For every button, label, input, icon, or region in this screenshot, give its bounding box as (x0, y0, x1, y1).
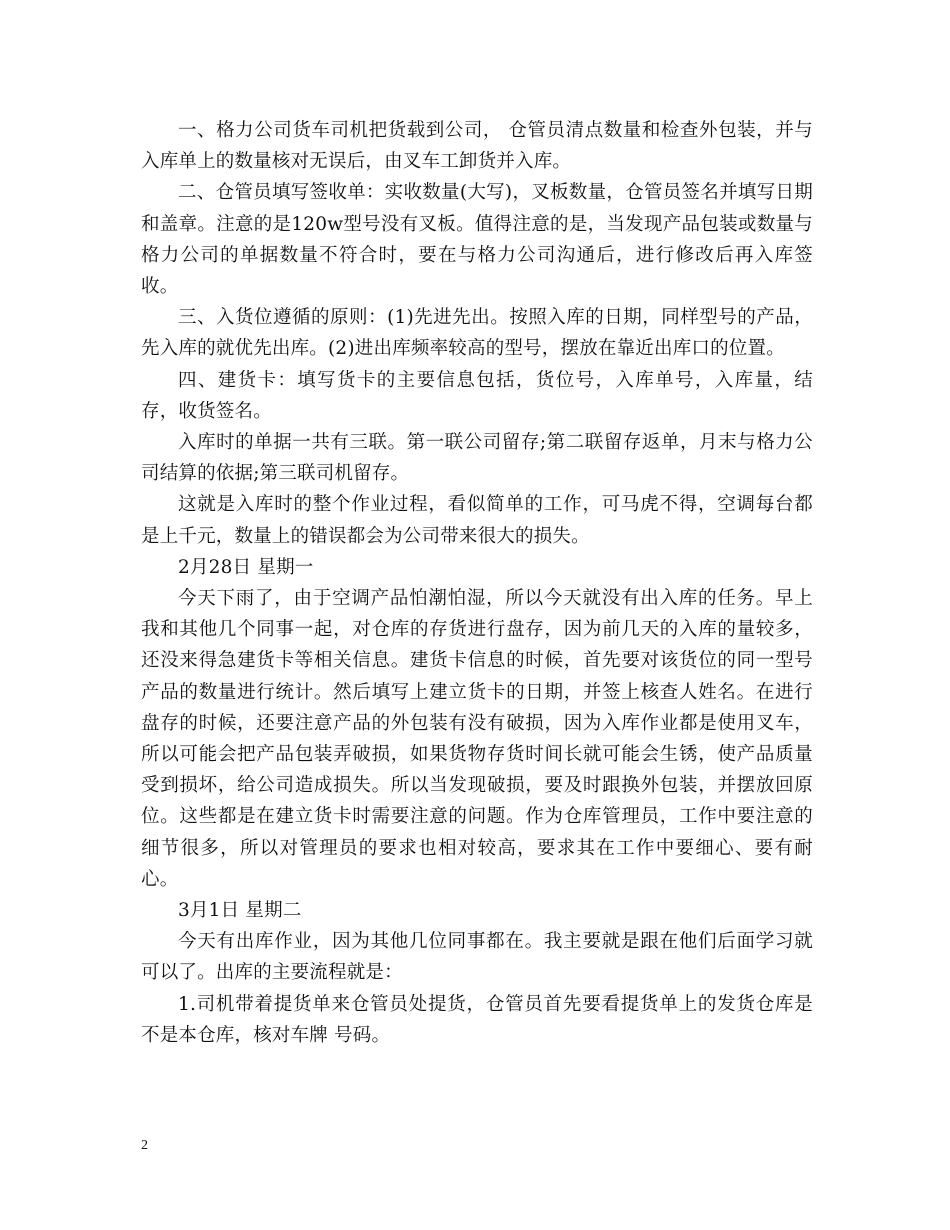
date-heading-feb-28: 2月28日 星期一 (178, 556, 314, 578)
paragraph-step-2: 二、仓管员填写签收单：实收数量(大写)，叉板数量，仓管员签名并填写日期和盖章。注意的是120w型号没有叉板。值得注意的是，当发现产品包装或数量与格力公司的单据数量不符合时，要在与格力公司沟通后，进行修改后再入库签收。 (141, 182, 813, 298)
paragraph-outbound-step-1: 1.司机带着提货单来仓管员处提货，仓管员首先要看提货单上的发货仓库是不是本仓库，核对车牌 号码。 (141, 993, 813, 1046)
paragraph-feb-28-entry: 今天下雨了，由于空调产品怕潮怕湿，所以今天就没有出入库的任务。早上我和其他几个同事一起，对仓库的存货进行盘存，因为前几天的入库的量较多，还没来得急建货卡等相关信息。建货卡信息的时候，首先要对该货位的同一型号产品的数量进行统计。然后填写上建立货卡的日期，并签上核查人姓名。在进行盘存的时候，还要注意产品的外包装有没有破损，因为入库作业都是使用叉车，所以可能会把产品包装弄破损，如果货物存货时间长就可能会生锈，使产品质量受到损坏，给公司造成损失。所以当发现破损，要及时跟换外包装，并摆放回原位。这些都是在建立货卡时需要注意的问题。作为仓库管理员，工作中要注意的细节很多，所以对管理员的要求也相对较高，要求其在工作中要细心、要有耐心。 (141, 588, 813, 890)
paragraph-step-3: 三、入货位遵循的原则：(1)先进先出。按照入库的日期，同样型号的产品，先入库的就优先出库。(2)进出库频率较高的型号，摆放在靠近出库口的位置。 (141, 307, 813, 360)
paragraph-step-1: 一、格力公司货车司机把货载到公司， 仓管员清点数量和检查外包装，并与入库单上的数量核对无误后，由叉车工卸货并入库。 (141, 120, 813, 173)
date-heading-mar-1: 3月1日 星期二 (178, 900, 302, 922)
paragraph-summary: 这就是入库时的整个作业过程，看似简单的工作，可马虎不得，空调每台都是上千元，数量上的错误都会为公司带来很大的损失。 (141, 494, 813, 547)
document-body (141, 115, 813, 1051)
paragraph-mar-1-entry: 今天有出库作业，因为其他几位同事都在。我主要就是跟在他们后面学习就可以了。出库的主要流程就是： (141, 931, 813, 984)
paragraph-step-4: 四、建货卡：填写货卡的主要信息包括，货位号，入库单号，入库量，结存，收货签名。 (141, 369, 813, 422)
page-number: 2 (141, 1138, 148, 1153)
paragraph-receipts: 入库时的单据一共有三联。第一联公司留存;第二联留存返单，月末与格力公司结算的依据;第三联司机留存。 (141, 432, 813, 485)
